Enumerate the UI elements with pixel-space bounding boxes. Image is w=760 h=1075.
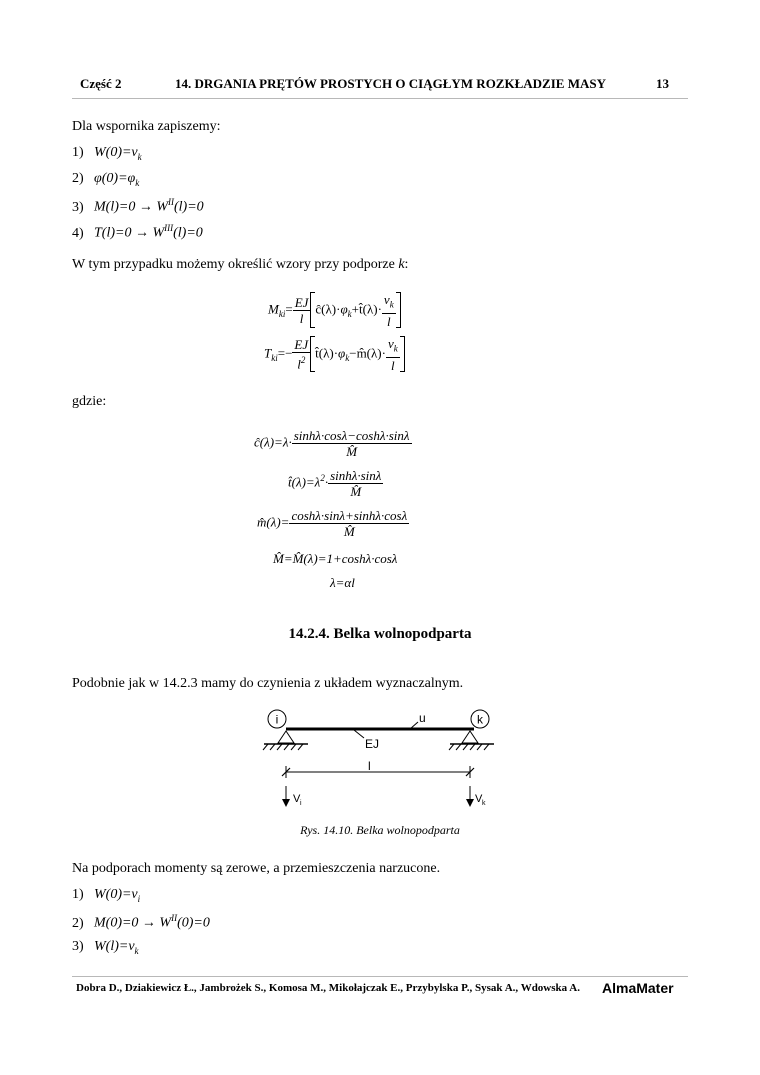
vk-sub: k: [482, 800, 486, 807]
u-label: u: [419, 711, 426, 725]
condition-expr: W(0)=v: [94, 145, 138, 160]
item-number: 4): [72, 225, 84, 241]
support-k: k: [398, 257, 405, 272]
vi-label: V: [293, 793, 301, 805]
item-number: 3): [72, 939, 84, 954]
condition-sup: II: [168, 197, 174, 207]
vk-arrowhead: [466, 799, 474, 807]
condition-sup: III: [164, 223, 174, 233]
right-support: [449, 731, 494, 750]
figure-caption: Rys. 14.10. Belka wolnopodparta: [300, 823, 460, 837]
fraction-t-hat: $\frac{\sinh\lambda\cdot\sin\lambda}{M̂}$: [330, 468, 382, 499]
section-text: Podobnie jak w 14.2.3 mamy do czynienia z układem wyznaczalnym.: [72, 676, 464, 691]
condition-sub: k: [137, 151, 142, 162]
length-label: l: [368, 759, 371, 773]
formula-c-hat: [254, 428, 412, 459]
node-k-label: k: [477, 712, 483, 727]
formula-lambda: λ=αl: [330, 575, 355, 590]
header-chapter: 14. DRGANIA PRĘTÓW PROSTYCH O CIĄGŁYM ROZKŁADZIE MASY: [175, 76, 606, 91]
fraction-EJ-l: $\frac{EJ}{l}$: [294, 294, 309, 326]
item-number: 1): [72, 145, 84, 160]
condition-sub: k: [135, 177, 140, 188]
condition-expr: W(0)=v: [94, 887, 138, 902]
fraction-vk-l: $\frac{v_k}{l}$: [387, 336, 398, 373]
fraction-m-hat: $\frac{\cosh\lambda\cdot\sin\lambda+\sinh\lambda\cdot\cos\lambda}{M̂}$: [291, 508, 408, 539]
condition-expr: T(l)=0 → W: [94, 225, 165, 241]
t-hat-lhs: t̂(λ)=λ: [288, 474, 321, 490]
formula-m-hat: [257, 508, 409, 539]
bracket-right: [396, 292, 401, 328]
condition-expr: φ(0)=φ: [94, 171, 136, 186]
support-sentence: W tym przypadku możemy określić wzory przy podporze: [72, 257, 395, 272]
condition-expr: M(l)=0 → W: [94, 199, 168, 215]
formula-t-hat: $t̂(\lambda)=\lambda^2\cdot$ $\frac{\sinh\lambda\cdot\sin\lambda}{M̂}$: [288, 468, 382, 499]
item-number: 2): [72, 171, 84, 186]
vi-arrowhead: [282, 799, 290, 807]
condition-tail: (l)=0: [174, 199, 204, 215]
bracket-right: [400, 336, 405, 372]
formula-M-ki: $M_{ki}=$ $\frac{EJ}{l}$ $ĉ(\lambda)\cdot\varphi_k+t̂(\lambda)\cdot$ $\frac{v_k}{l}$: [268, 292, 401, 329]
condition-tail: (l)=0: [173, 225, 203, 241]
m-hat-lhs: m̂(λ)=: [257, 514, 290, 530]
node-i-label: i: [275, 712, 279, 727]
footer-rule: [72, 976, 688, 977]
formula-M-hat: M̂=M̂(λ)=1+coshλ·cosλ: [273, 551, 398, 566]
fraction-vk-l: $\frac{v_k}{l}$: [383, 292, 394, 329]
list-item: [72, 887, 140, 904]
condition-sub: k: [134, 945, 139, 956]
vk-label: V: [475, 793, 483, 805]
condition-sup: II: [171, 913, 178, 923]
list-item: [72, 939, 139, 956]
lhs-T: T: [264, 345, 272, 361]
condition-sub: i: [137, 893, 141, 904]
lhs-M: M: [268, 301, 279, 317]
item-number: 1): [72, 887, 84, 902]
fraction-EJ-l2: $\frac{EJ}{l^2}$: [294, 337, 309, 372]
ej-leader: [354, 730, 364, 738]
page-number: 13: [656, 76, 669, 91]
item-number: 2): [72, 915, 84, 931]
intro-text: Dla wspornika zapiszemy:: [72, 119, 221, 134]
section-title: 14.2.4. Belka wolnopodparta: [288, 626, 472, 642]
condition-tail: (0)=0: [177, 915, 210, 931]
support-colon: :: [404, 257, 409, 272]
list-item: [72, 197, 204, 216]
list-item: [72, 171, 139, 188]
vi-sub: i: [300, 800, 302, 807]
footer-brand: AlmaMater: [602, 980, 674, 996]
lhs-sub: ki: [278, 308, 286, 319]
condition-expr: M(0)=0 → W: [94, 915, 172, 931]
formula-T-ki: $T_{ki}=-$ $\frac{EJ}{l^2}$ $t̂(\lambda)\cdot\varphi_k-m̂(\lambda)\cdot$ $\frac{v_k}{l}$: [264, 336, 405, 373]
ej-label: EJ: [365, 737, 380, 751]
list-item: [72, 145, 142, 162]
list-item: [72, 913, 210, 932]
header-rule: [72, 98, 688, 99]
condition-expr: W(l)=v: [94, 939, 135, 954]
support-text: [72, 257, 408, 273]
left-support: [263, 731, 308, 750]
beam-figure: [250, 700, 510, 812]
header-part: Część 2: [80, 76, 122, 91]
supports-text: Na podporach momenty są zerowe, a przemieszczenia narzucone.: [72, 861, 441, 876]
fraction-c-hat: $\frac{\sinh\lambda\cdot\cos\lambda-\cosh\lambda\cdot\sin\lambda}{M̂}$: [293, 428, 410, 459]
where-text: gdzie:: [72, 394, 107, 409]
item-number: 3): [72, 199, 84, 215]
lhs-sub: ki: [271, 352, 278, 363]
list-item: [72, 223, 203, 242]
footer-authors: Dobra D., Dziakiewicz Ł., Jambrożek S., Komosa M., Mikołajczak E., Przybylska P., Sysak A., Wdowska A.: [76, 982, 580, 994]
c-hat-lhs: ĉ(λ)=λ·: [254, 434, 292, 450]
